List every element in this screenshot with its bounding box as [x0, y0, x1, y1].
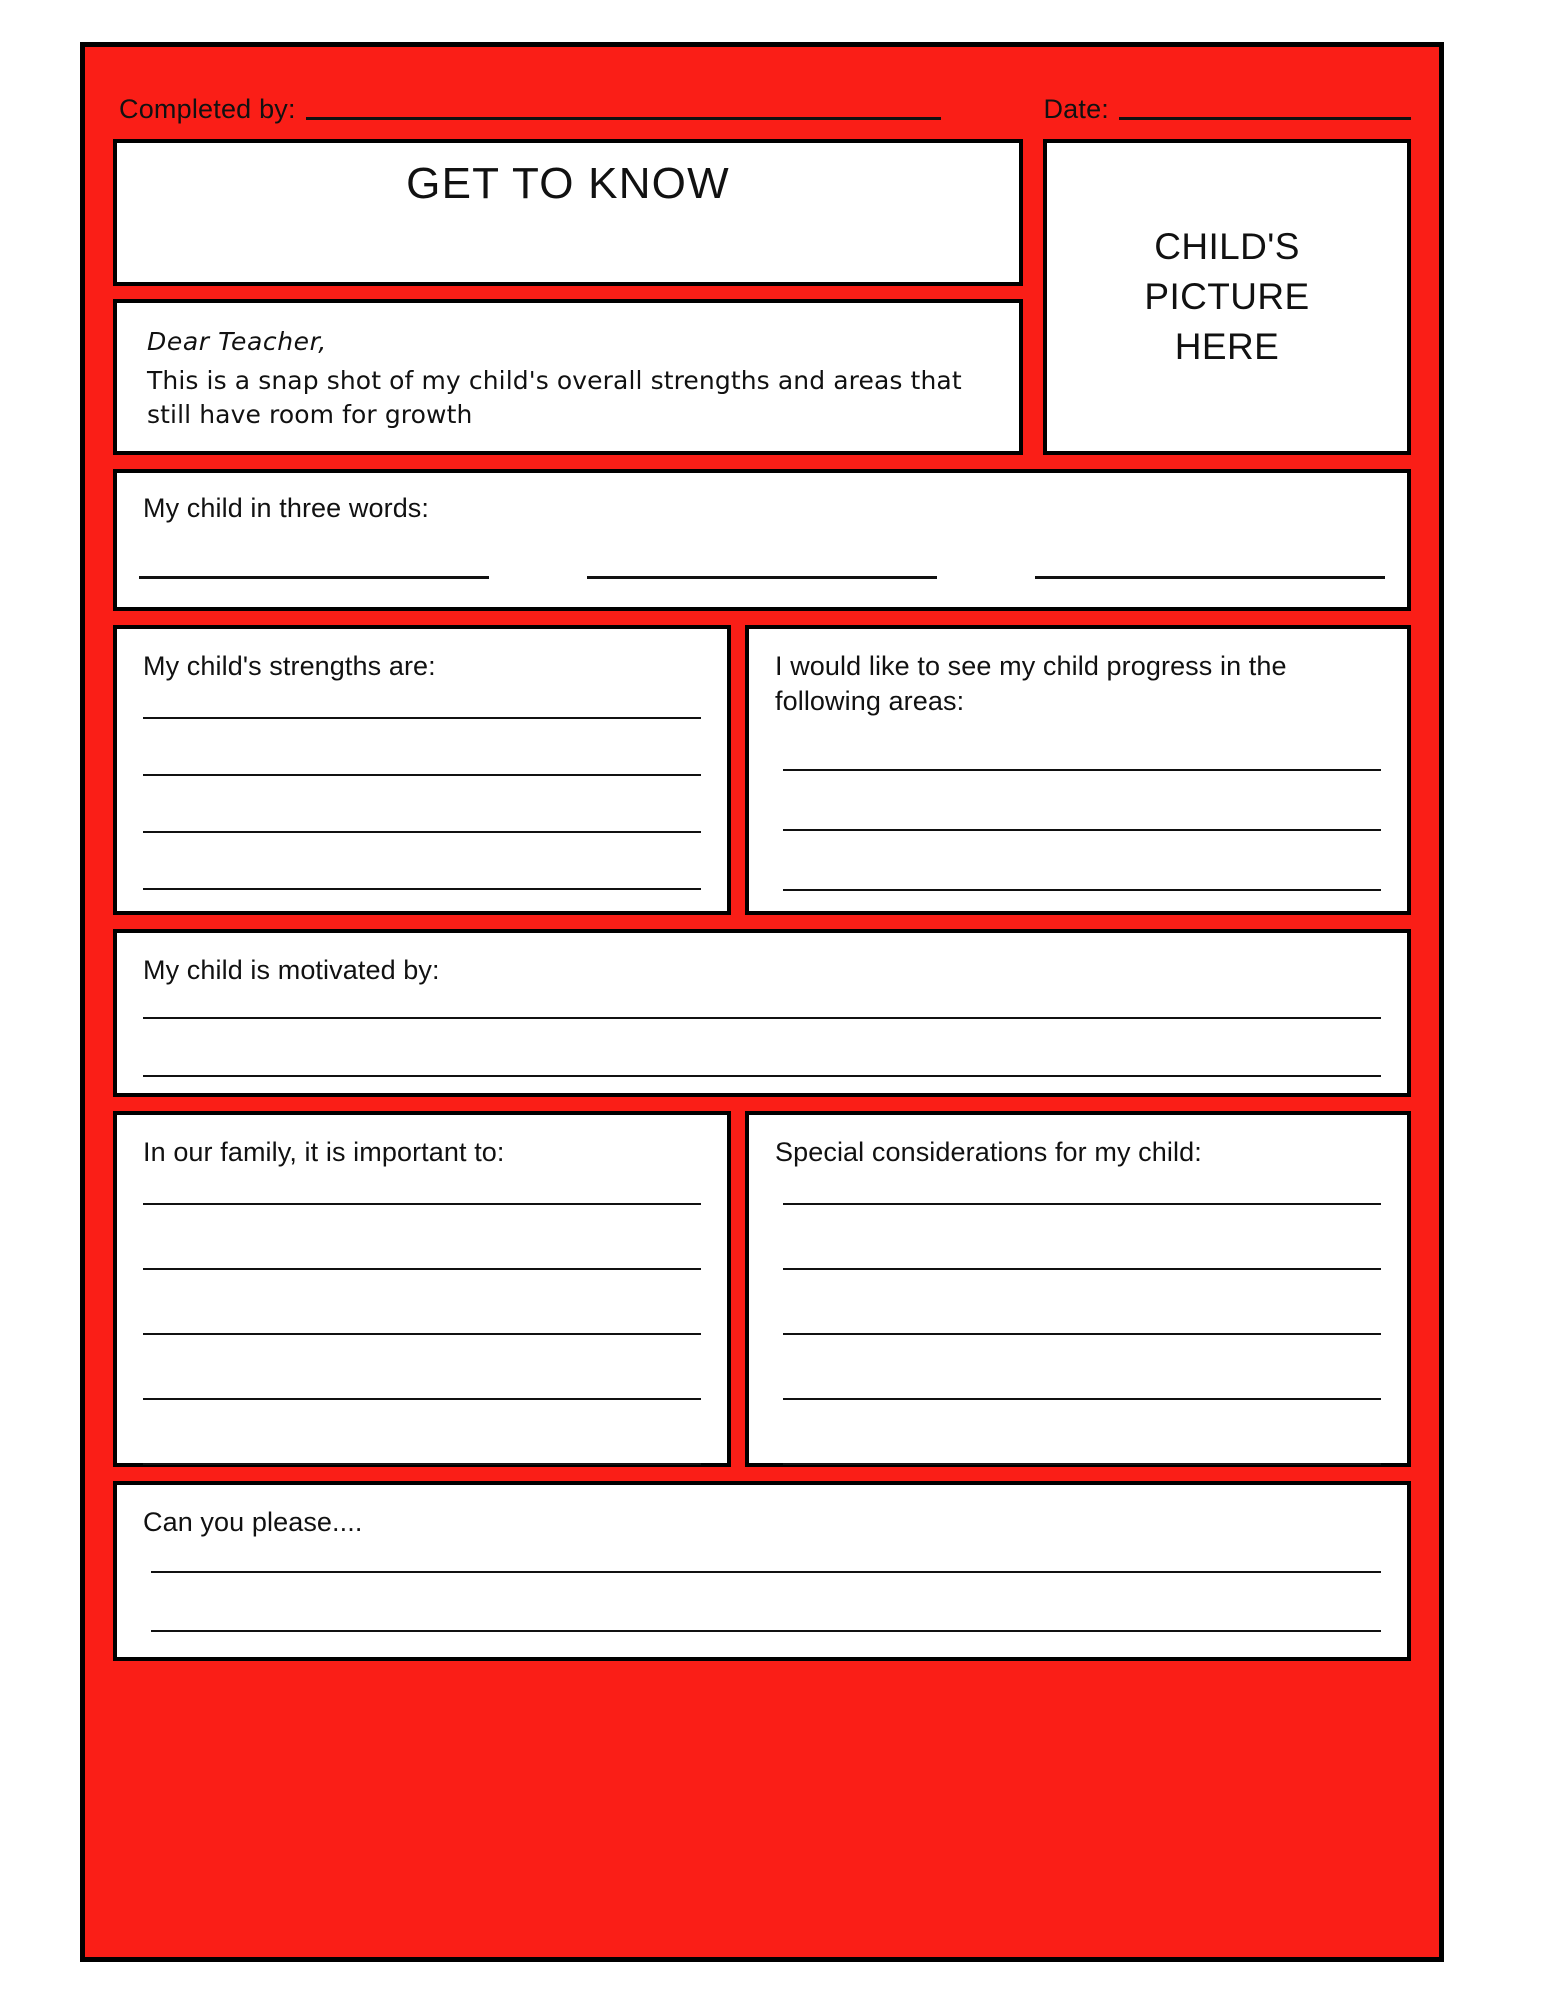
special-line-1[interactable] [783, 1203, 1381, 1205]
title-card [113, 139, 1023, 286]
section-ask [113, 1481, 1411, 1661]
ask-line-2[interactable] [151, 1630, 1381, 1632]
strengths-line-4[interactable] [143, 888, 701, 890]
special-line-4[interactable] [783, 1398, 1381, 1400]
progress-line-1[interactable] [783, 769, 1381, 771]
red-form-panel [80, 42, 1444, 1962]
section-strengths [113, 625, 731, 915]
family-line-5[interactable] [143, 1463, 701, 1465]
family-line-1[interactable] [143, 1203, 701, 1205]
completed-by-field[interactable] [306, 117, 941, 120]
family-line-3[interactable] [143, 1333, 701, 1335]
three-word-field-1[interactable] [139, 576, 489, 579]
letter-body: This is a snap shot of my child's overall strengths and areas that still have room for growth [147, 365, 962, 429]
section-title-strengths: My child's strengths are: [143, 651, 436, 681]
section-title-three-words: My child in three words: [143, 493, 430, 523]
section-family [113, 1111, 731, 1467]
motivated-line-1[interactable] [143, 1017, 1381, 1019]
section-special [745, 1111, 1411, 1467]
progress-line-3[interactable] [783, 889, 1381, 891]
section-motivated [113, 929, 1411, 1097]
strengths-line-1[interactable] [143, 717, 701, 719]
page-title: GET TO KNOW [406, 159, 730, 208]
section-title-progress: I would like to see my child progress in the following areas: [775, 651, 1287, 716]
picture-placeholder-line-1: CHILD'S [1154, 225, 1300, 267]
motivated-line-2[interactable] [143, 1075, 1381, 1077]
form-meta-row [119, 69, 1411, 123]
completed-by-label: Completed by: [119, 94, 296, 124]
section-title-motivated: My child is motivated by: [143, 955, 440, 985]
strengths-line-3[interactable] [143, 831, 701, 833]
child-picture-placeholder[interactable] [1043, 139, 1411, 455]
picture-placeholder-line-3: HERE [1174, 326, 1280, 368]
three-word-fields [139, 576, 1385, 579]
strengths-line-2[interactable] [143, 774, 701, 776]
special-line-5[interactable] [783, 1463, 1381, 1465]
date-field[interactable] [1119, 117, 1411, 120]
family-line-2[interactable] [143, 1268, 701, 1270]
special-line-2[interactable] [783, 1268, 1381, 1270]
section-progress [745, 625, 1411, 915]
section-title-special: Special considerations for my child: [775, 1137, 1202, 1167]
letter-card [113, 299, 1023, 455]
progress-line-2[interactable] [783, 829, 1381, 831]
special-line-3[interactable] [783, 1333, 1381, 1335]
section-title-family: In our family, it is important to: [143, 1137, 505, 1167]
three-word-field-2[interactable] [587, 576, 937, 579]
family-line-4[interactable] [143, 1398, 701, 1400]
section-title-ask: Can you please.... [143, 1507, 363, 1537]
ask-line-1[interactable] [151, 1571, 1381, 1573]
three-word-field-3[interactable] [1035, 576, 1385, 579]
date-label: Date: [1043, 94, 1109, 124]
section-three-words [113, 469, 1411, 611]
picture-placeholder-line-2: PICTURE [1144, 275, 1310, 317]
letter-salutation: Dear Teacher, [147, 327, 327, 356]
